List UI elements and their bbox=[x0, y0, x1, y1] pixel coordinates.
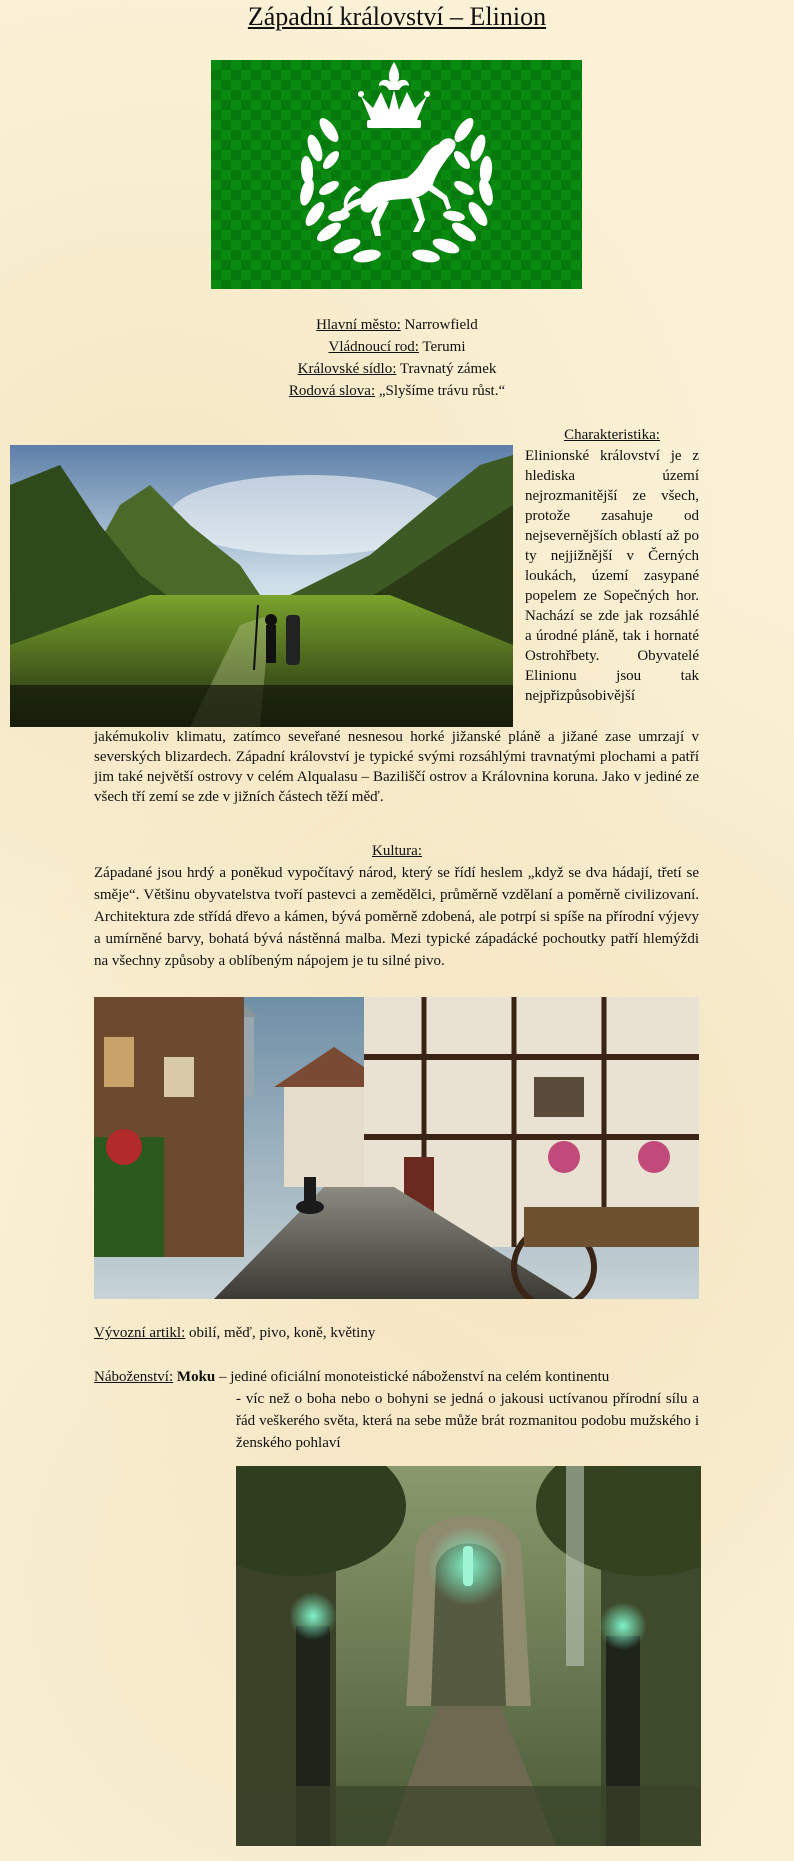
fact-label: Královské sídlo: bbox=[297, 361, 397, 377]
fact-value: Travnatý zámek bbox=[396, 361, 497, 377]
export-label: Vývozní artikl: bbox=[94, 1325, 186, 1341]
kingdom-facts bbox=[0, 314, 794, 402]
page-title: Západní království – Elinion bbox=[247, 2, 547, 31]
religion-line bbox=[94, 1366, 699, 1388]
culture-heading: Kultura: bbox=[372, 843, 422, 859]
fact-label: Vládnoucí rod: bbox=[328, 339, 419, 355]
religion-name: Moku bbox=[176, 1369, 216, 1385]
forest-shrine-image bbox=[236, 1466, 701, 1846]
export-line bbox=[94, 1322, 699, 1344]
fact-royal-seat bbox=[0, 358, 794, 380]
religion-summary: – jediné oficiální monoteistické náboženství na celém kontinentu bbox=[215, 1369, 610, 1385]
fact-capital bbox=[0, 314, 794, 336]
kingdom-flag bbox=[211, 60, 582, 289]
fact-house-words bbox=[0, 380, 794, 402]
medieval-town-image bbox=[94, 997, 699, 1299]
fact-ruling-house bbox=[0, 336, 794, 358]
characteristics-text-continued: jakémukoliv klimatu, zatímco seveřané nesnesou horké jižanské pláně a jižané zase umrzají v severských blizardech. Západní království je typické svými rozsáhlými travnatými plochami a patří jim také největší ostrovy v celém Alqualasu – Baziliščí ostrov a Královnina koruna. Jako v jediné ze všech tří zemí se zde v jižních částech těží měď. bbox=[94, 729, 699, 805]
fact-label: Hlavní město: bbox=[316, 317, 401, 333]
horse bbox=[339, 138, 456, 236]
export-value: obilí, měď, pivo, koně, květiny bbox=[185, 1325, 376, 1341]
fact-value: Narrowfield bbox=[400, 317, 478, 333]
fact-label: Rodová slova: bbox=[288, 383, 376, 399]
religion-label: Náboženství: bbox=[94, 1369, 174, 1385]
characteristics-heading: Charakteristika: bbox=[564, 427, 660, 443]
crown-laurel-horse-emblem bbox=[211, 60, 582, 289]
culture-text: Západané jsou hrdý a poněkud vypočítavý národ, který se řídí heslem „když se dva hádají, třetí se směje“. Většinu obyvatelstva tvoří pastevci a zemědělci, průměrně vzdělaní a poměrně civilizovaní. Architektura zde střídá dřevo a kámen, bývá poměrně zdobená, ale potrpí si spíše na přírodní výjevy a umírněné barvy, bohatá bývá nástěnná malba. Mezi typické západácké pochoutky patří hlemýždi na všechny způsoby a oblíbeným nápojem je tu silné pivo. bbox=[94, 865, 699, 969]
fact-value: „Slyšíme trávu růst.“ bbox=[375, 383, 506, 399]
fact-value: Terumi bbox=[418, 339, 466, 355]
religion-detail: - víc než o boha nebo o bohyni se jedná o jakousi uctívanou přírodní sílu a řád veškerého světa, která na sebe může brát rozmanitou podobu mužského i ženského pohlaví bbox=[236, 1391, 699, 1451]
crown bbox=[358, 62, 430, 128]
characteristics-text-column: Elinionské království je z hlediska území nejrozmanitější ze všech, protože zasahuje od nejsevernějších oblastí až po ty nejjižnější v Černých loukách, území zasypané popelem ze Sopečných hor. Nachází se zde jak rozsáhlé a úrodné pláně, tak i hornaté Ostrohřbety. Obyvatelé Elinionu jsou tak nejpřizpůsobivější bbox=[525, 448, 699, 704]
valley-landscape-image bbox=[10, 445, 513, 727]
